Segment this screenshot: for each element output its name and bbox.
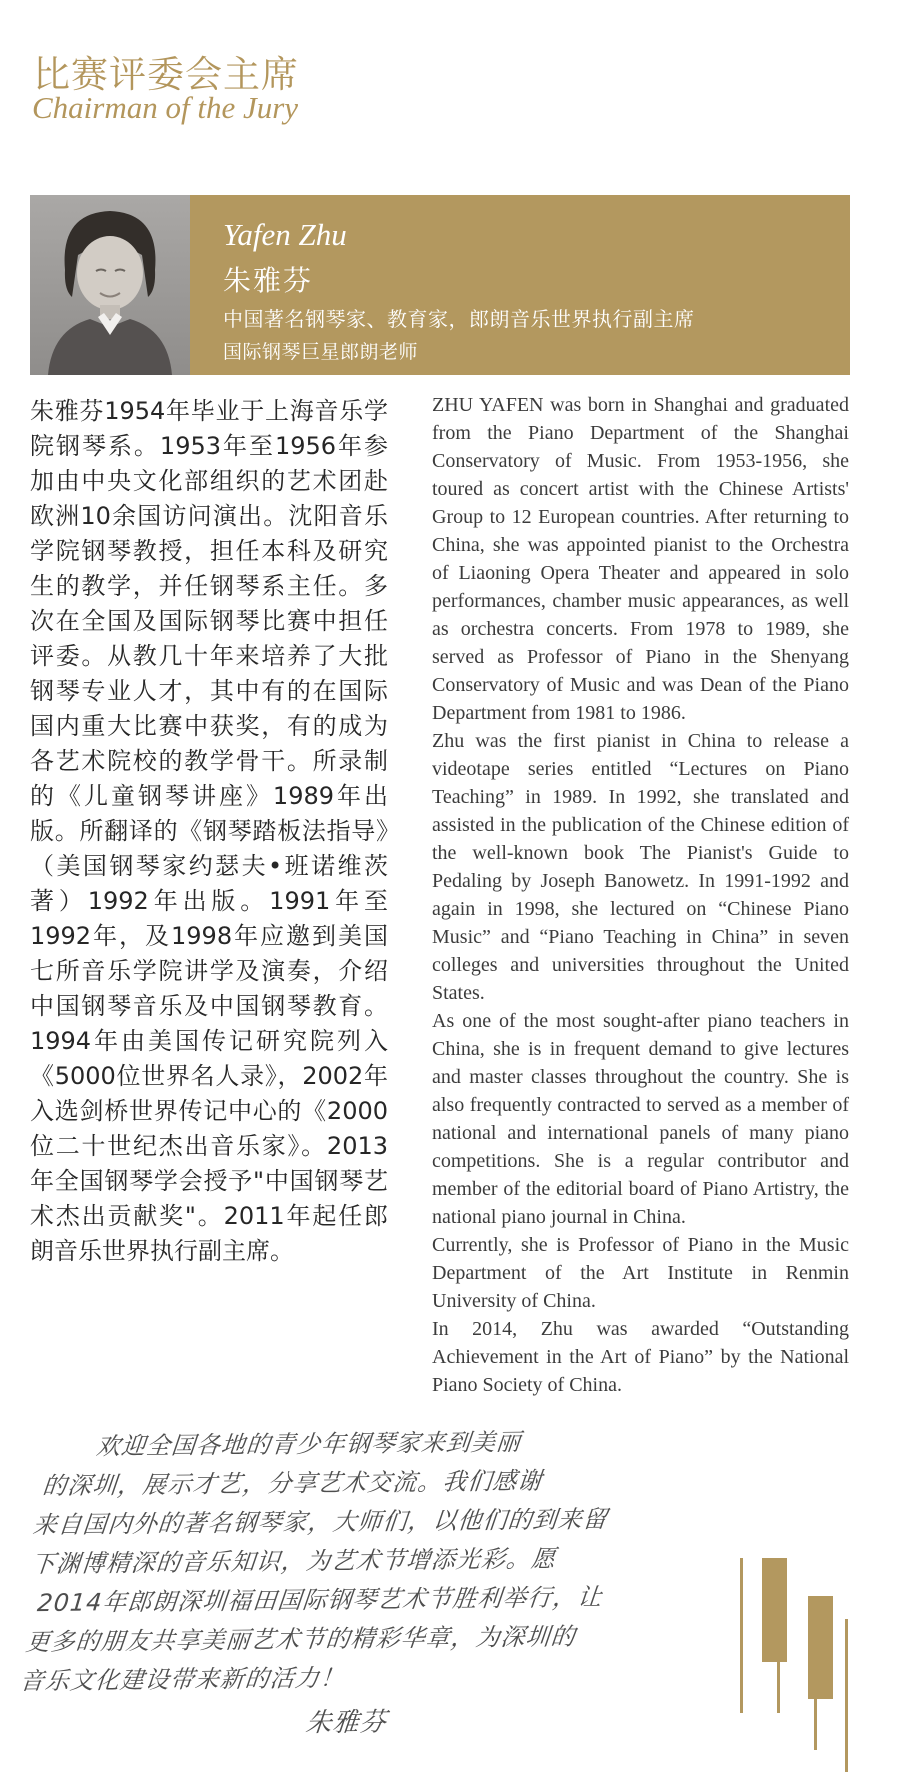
bio-en-paragraph: In 2014, Zhu was awarded “Outstanding Achievement in the Art of Piano” by the National Piano Society of China. bbox=[432, 1318, 849, 1396]
profile-subtitle-line2: 国际钢琴巨星郎朗老师 bbox=[223, 341, 419, 363]
handwritten-line: 的深圳，展示才艺，分享艺术交流。我们感谢 bbox=[41, 1466, 544, 1501]
handwritten-line: 欢迎全国各地的青少年钢琴家来到美丽 bbox=[94, 1427, 523, 1461]
piano-key-line bbox=[845, 1619, 848, 1772]
biography-chinese: 朱雅芬1954年毕业于上海音乐学院钢琴系。1953年至1956年参加由中央文化部组织的艺术团赴欧洲10余国访问演出。沈阳音乐学院钢琴教授，担任本科及研究生的教学，并任钢琴系主任。多次在全国及国际钢琴比赛中担任评委。从教几十年来培养了大批钢琴专业人才，其中有的在国际国内重大比赛中获奖，有的成为各艺术院校的教学骨干。所录制的《儿童钢琴讲座》1989年出版。所翻译的《钢琴踏板法指导》（美国钢琴家约瑟夫•班诺维茨著）1992年出版。1991年至1992年，及1998年应邀到美国七所音乐学院讲学及演奏，介绍中国钢琴音乐及中国钢琴教育。1994年由美国传记研究院列入《5000位世界名人录》，2002年入选剑桥世界传记中心的《2000位二十世纪杰出音乐家》。2013年全国钢琴学会授予"中国钢琴艺术杰出贡献奖"。2011年起任郎朗音乐世界执行副主席。 bbox=[30, 397, 388, 1265]
piano-key-line bbox=[740, 1558, 743, 1713]
portrait-photo bbox=[30, 195, 190, 375]
handwritten-line: 来自国内外的著名钢琴家，大师们，以他们的到来留 bbox=[31, 1505, 610, 1540]
handwritten-line: 2014年郎朗深圳福田国际钢琴艺术节胜利举行，让 bbox=[36, 1583, 604, 1618]
page-title-chinese: 比赛评委会主席 bbox=[33, 53, 299, 96]
handwritten-signature: 朱雅芬 bbox=[304, 1707, 389, 1739]
handwritten-note bbox=[12, 1423, 610, 1747]
profile-name-english: Yafen Zhu bbox=[223, 217, 347, 252]
page-title-english: Chairman of the Jury bbox=[32, 90, 299, 125]
bio-en-paragraph: As one of the most sought-after piano teachers in China, she is in frequent demand to give lectures and master classes throughout the country. She is also frequently contracted to served as a member of national and international panels of many piano competitions. She is a regular contributor and member of the editorial board of Piano Artistry, the national piano journal in China. bbox=[432, 1010, 849, 1228]
profile-header-band bbox=[190, 195, 850, 375]
handwritten-line: 更多的朋友共享美丽艺术节的精彩华章，为深圳的 bbox=[24, 1622, 578, 1657]
piano-key-stem bbox=[814, 1699, 817, 1750]
handwritten-line: 下渊博精深的音乐知识，为艺术节增添光彩。愿 bbox=[29, 1544, 558, 1579]
piano-key-stem bbox=[777, 1662, 780, 1713]
bio-en-paragraph: ZHU YAFEN was born in Shanghai and graduated from the Piano Department of the Shanghai Conservatory of Music. From 1953-1956, she toured as concert artist with the Chinese Artists' Group to 12 European countries. After returning to China, she was appointed pianist to the Orchestra of Liaoning Opera Theater and appeared in solo performances, chamber music appearances, as well as orchestra concerts. From 1978 to 1989, she served as Professor of Piano in the Shenyang Conservatory of Music and was Dean of the Piano Department from 1981 to 1986. bbox=[432, 394, 849, 724]
profile-subtitle-line1: 中国著名钢琴家、教育家，郎朗音乐世界执行副主席 bbox=[223, 307, 695, 331]
portrait-photo-graphic bbox=[30, 195, 190, 375]
profile-name-chinese: 朱雅芬 bbox=[223, 264, 314, 297]
biography-english bbox=[432, 391, 849, 1399]
bio-en-paragraph: Zhu was the first pianist in China to release a videotape series entitled “Lectures on Piano Teaching” in 1989. In 1992, she translated and assisted in the publication of the Chinese edition of the well-known book The Pianist's Guide to Pedaling by Joseph Banowetz. In 1991-1992 and again in 1998, she lectured on “Chinese Piano Music” and “Piano Teaching in China” in seven colleges and universities throughout the United States. bbox=[432, 730, 849, 1004]
handwritten-line: 音乐文化建设带来新的活力！ bbox=[18, 1663, 347, 1696]
bio-en-paragraph: Currently, she is Professor of Piano in the Music Department of the Art Institute in Renmin University of China. bbox=[432, 1234, 849, 1312]
piano-key-bar bbox=[808, 1596, 833, 1699]
piano-key-bar bbox=[762, 1558, 787, 1662]
